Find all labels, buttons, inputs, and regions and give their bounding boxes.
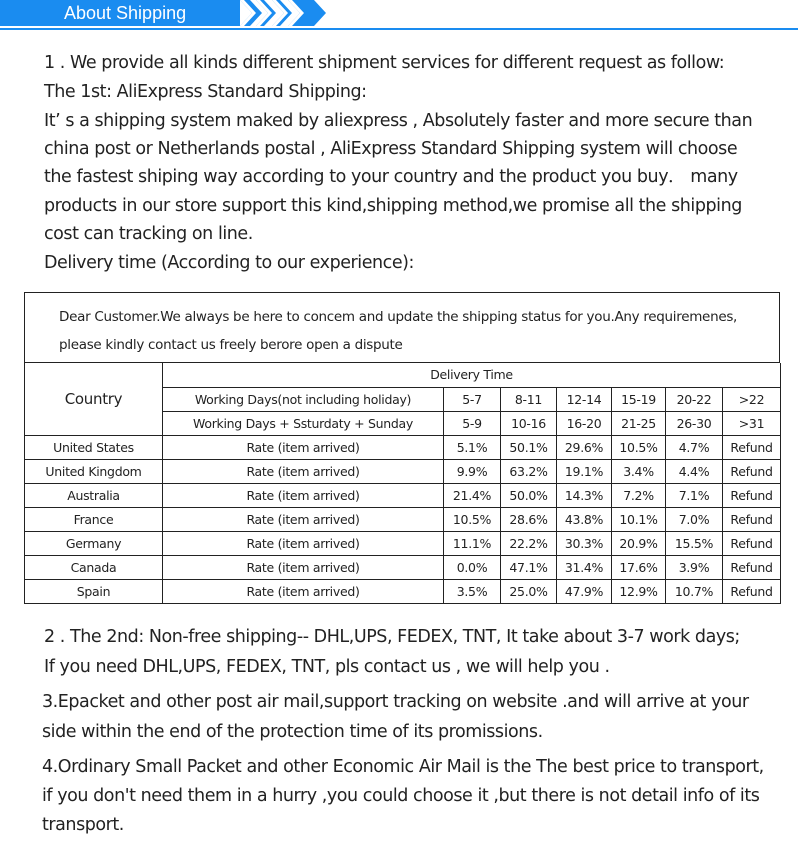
delivery-time-table: [24, 292, 780, 604]
rate-label-cell: Rate (item arrived): [163, 579, 444, 603]
rate-cell: 29.6%: [557, 435, 612, 459]
rate-cell: 10.1%: [612, 507, 666, 531]
rate-cell: 0.0%: [444, 555, 501, 579]
rate-cell: 15.5%: [666, 531, 723, 555]
table-row: [25, 459, 781, 483]
intro-line-3: It’ s a shipping system maked by aliexpress , Absolutely faster and more secure than: [44, 111, 753, 131]
table-row: [25, 555, 781, 579]
notice-line-2: please kindly contact us freely berore open a dispute: [59, 337, 403, 353]
rate-cell: 3.5%: [444, 579, 501, 603]
intro-line-8: Delivery time (According to our experience):: [44, 253, 414, 273]
chevron-arrows-icon: [232, 0, 332, 28]
section-4-line-3: transport.: [42, 815, 124, 835]
intro-line-5: the fastest shiping way according to your country and the product you buy． many: [44, 167, 738, 187]
section-3-line-1: 3.Epacket and other post air mail,support tracking on website .and will arrive at your: [42, 692, 749, 712]
weekend-days-cell: 10-16: [501, 411, 557, 435]
rate-cell: 11.1%: [444, 531, 501, 555]
rate-cell: 19.1%: [557, 459, 612, 483]
customer-notice: [24, 292, 780, 363]
weekend-days-cell: 26-30: [666, 411, 723, 435]
rate-label-cell: Rate (item arrived): [163, 483, 444, 507]
rate-cell: 7.1%: [666, 483, 723, 507]
rate-cell: Refund: [723, 507, 781, 531]
weekend-days-cell: 21-25: [612, 411, 666, 435]
rate-cell: 20.9%: [612, 531, 666, 555]
country-cell: Germany: [25, 531, 163, 555]
section-2-line-2: If you need DHL,UPS, FEDEX, TNT, pls contact us , we will help you .: [44, 657, 610, 677]
rate-cell: 7.0%: [666, 507, 723, 531]
rate-cell: 25.0%: [501, 579, 557, 603]
banner-underline: [0, 28, 798, 30]
country-cell: France: [25, 507, 163, 531]
rate-cell: 3.9%: [666, 555, 723, 579]
rate-cell: 43.8%: [557, 507, 612, 531]
rate-cell: Refund: [723, 555, 781, 579]
rate-label-cell: Rate (item arrived): [163, 507, 444, 531]
rate-cell: 10.7%: [666, 579, 723, 603]
banner-title: About Shipping: [64, 3, 187, 23]
rate-cell: 22.2%: [501, 531, 557, 555]
rate-cell: Refund: [723, 435, 781, 459]
weekend-days-cell: >31: [723, 411, 781, 435]
rate-cell: 12.9%: [612, 579, 666, 603]
rate-cell: Refund: [723, 483, 781, 507]
rate-cell: 50.0%: [501, 483, 557, 507]
intro-line-6: products in our store support this kind,shipping method,we promise all the shipping: [44, 196, 742, 216]
rate-cell: 47.9%: [557, 579, 612, 603]
about-shipping-banner: [0, 0, 798, 32]
rate-label-cell: Rate (item arrived): [163, 459, 444, 483]
intro-line-7: cost can tracking on line.: [44, 224, 253, 244]
rate-cell: 31.4%: [557, 555, 612, 579]
rate-cell: 17.6%: [612, 555, 666, 579]
rate-label-cell: Rate (item arrived): [163, 531, 444, 555]
rate-label-cell: Rate (item arrived): [163, 435, 444, 459]
weekend-days-cell: 16-20: [557, 411, 612, 435]
rate-cell: 9.9%: [444, 459, 501, 483]
weekend-days-cell: 5-9: [444, 411, 501, 435]
table-row: [25, 531, 781, 555]
rate-cell: 30.3%: [557, 531, 612, 555]
working-days-label: Working Days(not including holiday): [163, 387, 444, 411]
weekend-days-label: Working Days + Ssturdaty + Sunday: [163, 411, 444, 435]
rate-cell: 10.5%: [444, 507, 501, 531]
rate-cell: 63.2%: [501, 459, 557, 483]
table-row: [25, 483, 781, 507]
rate-cell: 21.4%: [444, 483, 501, 507]
rate-label-cell: Rate (item arrived): [163, 555, 444, 579]
working-days-cell: 5-7: [444, 387, 501, 411]
rate-cell: 47.1%: [501, 555, 557, 579]
table-row: [25, 435, 781, 459]
rate-cell: 4.4%: [666, 459, 723, 483]
working-days-cell: >22: [723, 387, 781, 411]
section-2-line-1: 2 . The 2nd: Non-free shipping-- DHL,UPS, FEDEX, TNT, It take about 3-7 work days;: [44, 627, 740, 647]
rate-cell: 7.2%: [612, 483, 666, 507]
section-4-line-1: 4.Ordinary Small Packet and other Economic Air Mail is the The best price to transport,: [42, 757, 764, 777]
working-days-cell: 15-19: [612, 387, 666, 411]
delivery-time-header: Delivery Time: [163, 363, 781, 387]
rate-cell: Refund: [723, 579, 781, 603]
rate-cell: 28.6%: [501, 507, 557, 531]
rate-cell: Refund: [723, 531, 781, 555]
rate-cell: 5.1%: [444, 435, 501, 459]
working-days-cell: 8-11: [501, 387, 557, 411]
intro-line-2: The 1st: AliExpress Standard Shipping:: [44, 82, 367, 102]
section-3-line-2: side within the end of the protection time of its promissions.: [42, 722, 543, 742]
rate-cell: 10.5%: [612, 435, 666, 459]
country-cell: United Kingdom: [25, 459, 163, 483]
rate-cell: 4.7%: [666, 435, 723, 459]
section-4-line-2: if you don't need them in a hurry ,you could choose it ,but there is not detail info of its: [42, 786, 760, 806]
country-header: Country: [25, 363, 163, 435]
country-cell: Spain: [25, 579, 163, 603]
working-days-cell: 12-14: [557, 387, 612, 411]
working-days-cell: 20-22: [666, 387, 723, 411]
notice-line-1: Dear Customer.We always be here to concem and update the shipping status for you.Any requiremenes,: [59, 309, 738, 325]
intro-line-1: 1 . We provide all kinds different shipment services for different request as follow:: [44, 53, 725, 73]
rate-cell: Refund: [723, 459, 781, 483]
table-row: [25, 507, 781, 531]
intro-line-4: china post or Netherlands postal , AliExpress Standard Shipping system will choose: [44, 139, 738, 159]
rate-cell: 50.1%: [501, 435, 557, 459]
country-cell: United States: [25, 435, 163, 459]
country-cell: Australia: [25, 483, 163, 507]
table-row: [25, 579, 781, 603]
rate-cell: 3.4%: [612, 459, 666, 483]
shipping-rate-table: [24, 363, 781, 604]
rate-cell: 14.3%: [557, 483, 612, 507]
country-cell: Canada: [25, 555, 163, 579]
